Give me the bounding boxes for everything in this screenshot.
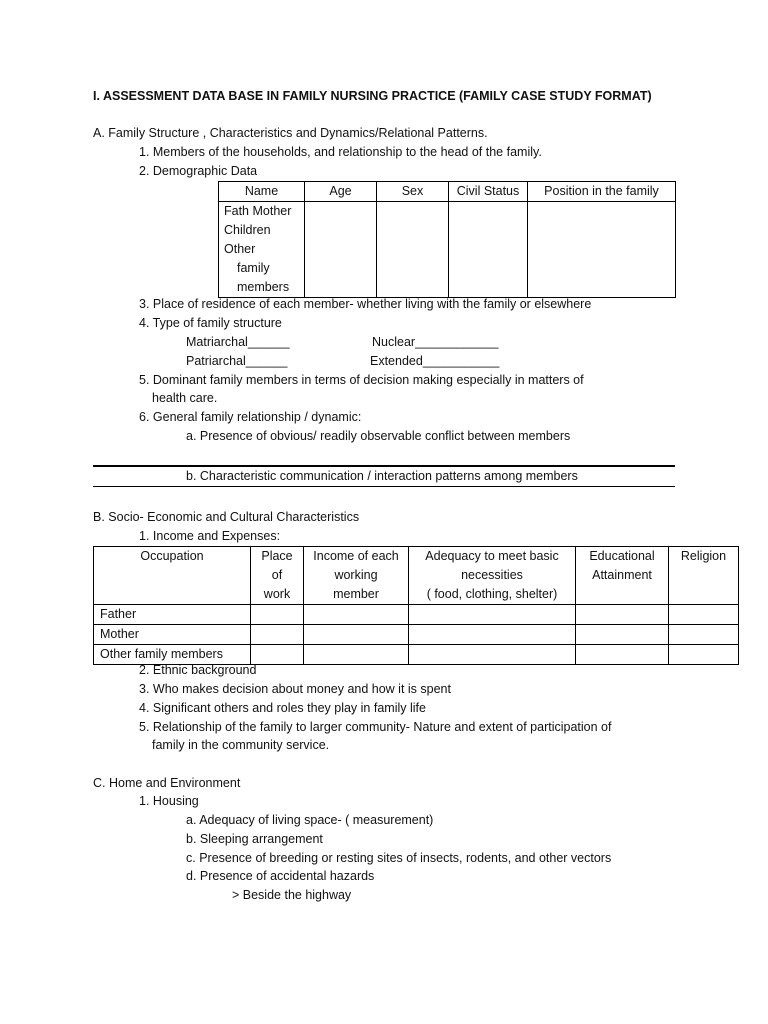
table-cell[interactable] — [251, 625, 304, 645]
table-cell[interactable] — [304, 605, 409, 625]
table-cell[interactable] — [576, 625, 669, 645]
section-c-heading: C. Home and Environment — [93, 776, 241, 790]
demo-name-line: family — [237, 261, 270, 275]
demo-header-sex: Sex — [377, 182, 449, 202]
header-line: work — [263, 587, 291, 601]
demo-name-line: Other — [224, 242, 256, 256]
section-c-item-1: 1. Housing — [139, 794, 199, 808]
demo-civil-status-cell[interactable] — [449, 202, 528, 298]
table-row — [94, 625, 739, 645]
extended-field[interactable]: Extended___________ — [370, 354, 500, 368]
demo-position-cell[interactable] — [528, 202, 676, 298]
section-b-item-3: 3. Who makes decision about money and how it is spent — [139, 682, 451, 696]
table-cell[interactable] — [409, 605, 576, 625]
demo-names-cell[interactable] — [219, 202, 305, 298]
section-a-item-5-cont: health care. — [152, 391, 218, 405]
document-title: I. ASSESSMENT DATA BASE IN FAMILY NURSING PRACTICE (FAMILY CASE STUDY FORMAT) — [93, 89, 652, 103]
section-b-item-5-cont: family in the community service. — [152, 738, 330, 752]
header-line: Income of each — [313, 549, 399, 563]
table-cell[interactable] — [576, 645, 669, 665]
income-header-occupation: Occupation — [94, 547, 251, 605]
header-line: necessities — [461, 568, 523, 582]
demo-name-line: members — [237, 280, 290, 294]
demographic-table — [218, 181, 676, 298]
table-row — [94, 605, 739, 625]
table-cell[interactable] — [409, 645, 576, 665]
header-line: working — [334, 568, 378, 582]
section-b-item-4: 4. Significant others and roles they play in family life — [139, 701, 426, 715]
row-label-other-members: Other family members — [94, 645, 251, 665]
divider-top — [93, 465, 675, 467]
table-cell[interactable] — [251, 645, 304, 665]
header-line: of — [271, 568, 283, 582]
demo-name-line: Children — [224, 223, 271, 237]
demo-sex-cell[interactable] — [377, 202, 449, 298]
section-a-heading: A. Family Structure , Characteristics and Dynamics/Relational Patterns. — [93, 126, 488, 140]
table-cell[interactable] — [669, 645, 739, 665]
income-header-religion: Religion — [669, 547, 739, 605]
income-header-place-of-work — [251, 547, 304, 605]
income-header-adequacy — [409, 547, 576, 605]
header-line: ( food, clothing, shelter) — [426, 587, 558, 601]
header-line: Adequacy to meet basic — [425, 549, 559, 563]
section-a-item-2: 2. Demographic Data — [139, 164, 258, 178]
section-c-item-1d: d. Presence of accidental hazards — [186, 869, 375, 883]
section-c-item-1d-sub: > Beside the highway — [232, 888, 352, 902]
demo-header-position: Position in the family — [528, 182, 676, 202]
section-a-item-6: 6. General family relationship / dynamic: — [139, 410, 362, 424]
section-a-item-1: 1. Members of the households, and relationship to the head of the family. — [139, 145, 542, 159]
row-label-mother: Mother — [94, 625, 251, 645]
table-cell[interactable] — [304, 645, 409, 665]
table-cell[interactable] — [669, 625, 739, 645]
table-cell[interactable] — [576, 605, 669, 625]
section-c-item-1a: a. Adequacy of living space- ( measurement) — [186, 813, 434, 827]
section-b-item-5: 5. Relationship of the family to larger community- Nature and extent of participation of — [139, 720, 612, 734]
section-b-item-1: 1. Income and Expenses: — [139, 529, 281, 543]
section-a-item-5: 5. Dominant family members in terms of decision making especially in matters of — [139, 373, 584, 387]
demo-header-name: Name — [219, 182, 305, 202]
divider-bottom — [93, 486, 675, 487]
table-cell[interactable] — [669, 605, 739, 625]
section-b-item-2: 2. Ethnic background — [139, 663, 257, 677]
header-line: Attainment — [592, 568, 652, 582]
row-label-father: Father — [94, 605, 251, 625]
table-cell[interactable] — [251, 605, 304, 625]
header-line: Place — [261, 549, 293, 563]
section-c-item-1b: b. Sleeping arrangement — [186, 832, 323, 846]
section-b-heading: B. Socio- Economic and Cultural Characteristics — [93, 510, 360, 524]
table-cell[interactable] — [304, 625, 409, 645]
nuclear-field[interactable]: Nuclear____________ — [372, 335, 499, 349]
demo-name-line: Fath Mother — [224, 204, 292, 218]
header-line: member — [333, 587, 379, 601]
demo-header-age: Age — [305, 182, 377, 202]
income-header-income — [304, 547, 409, 605]
section-a-item-6b: b. Characteristic communication / interaction patterns among members — [186, 469, 578, 483]
table-cell[interactable] — [409, 625, 576, 645]
section-a-item-4: 4. Type of family structure — [139, 316, 282, 330]
demo-age-cell[interactable] — [305, 202, 377, 298]
matriarchal-field[interactable]: Matriarchal______ — [186, 335, 290, 349]
header-line: Educational — [589, 549, 655, 563]
demo-header-civil-status: Civil Status — [449, 182, 528, 202]
patriarchal-field[interactable]: Patriarchal______ — [186, 354, 288, 368]
income-header-education — [576, 547, 669, 605]
section-a-item-6a: a. Presence of obvious/ readily observable conflict between members — [186, 429, 571, 443]
section-c-item-1c: c. Presence of breeding or resting sites of insects, rodents, and other vectors — [186, 851, 612, 865]
section-a-item-3: 3. Place of residence of each member- whether living with the family or elsewhere — [139, 297, 592, 311]
income-table — [93, 546, 739, 665]
